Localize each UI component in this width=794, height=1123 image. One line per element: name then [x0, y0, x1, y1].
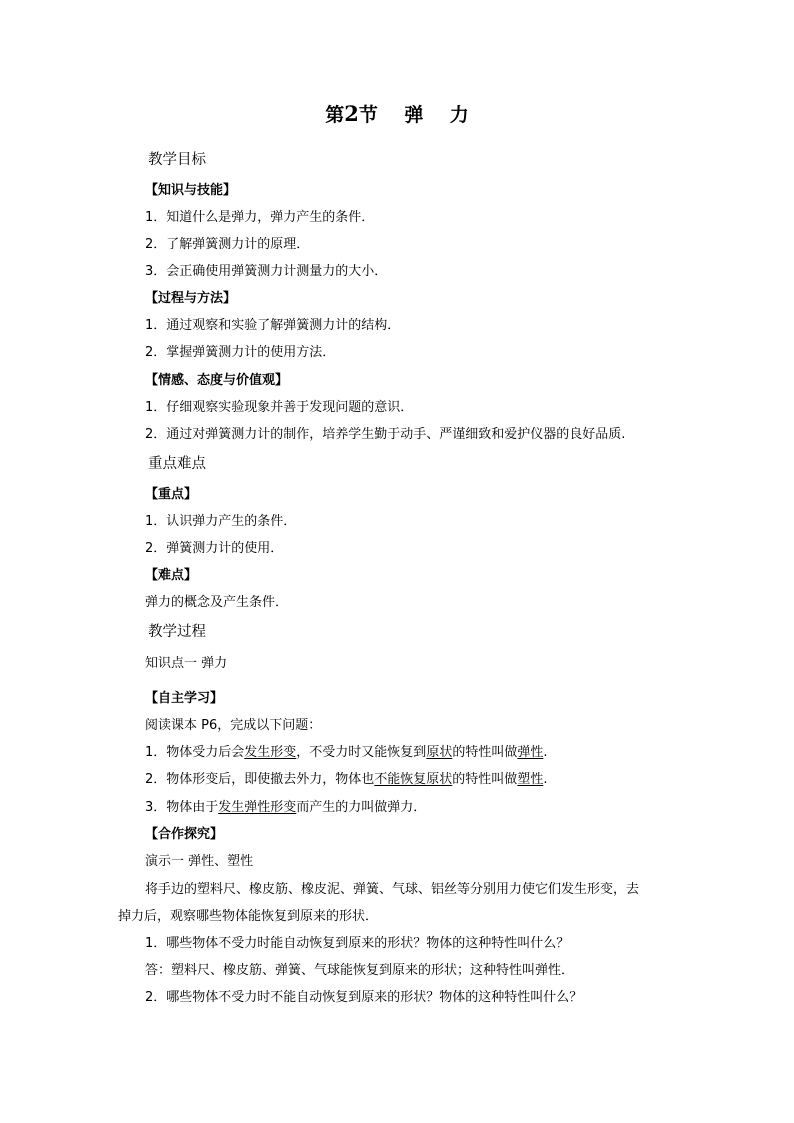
- text-segment: 2．物体形变后，即使撤去外力，物体也: [145, 772, 375, 787]
- paragraph-line: 掉力后，观察哪些物体能恢复到原来的形状．: [118, 909, 379, 924]
- text-segment: .: [543, 772, 548, 787]
- subheading-self-study: 【自主学习】: [145, 691, 224, 706]
- subheading-difficulty: 【难点】: [145, 568, 198, 583]
- subheading-cooperative-inquiry: 【合作探究】: [145, 827, 224, 842]
- answer-blank: 弹性: [517, 745, 544, 760]
- answer-blank: 原状: [426, 745, 453, 760]
- text-segment: 1．物体受力后会: [145, 745, 245, 760]
- discussion-question: 1．哪些物体不受力时能自动恢复到原来的形状？物体的这种特性叫什么？: [145, 936, 570, 951]
- objective-item: 1．仔细观察实验现象并善于发现问题的意识．: [145, 400, 414, 415]
- subheading-key-point: 【重点】: [145, 487, 198, 502]
- section-heading-process: 教学过程: [148, 624, 206, 640]
- text-segment: 3．物体由于: [145, 800, 219, 815]
- difficulty-item: 弹力的概念及产生条件．: [145, 595, 289, 610]
- paragraph-line: 将手边的塑料尺、橡皮筋、橡皮泥、弹簧、气球、铝丝等分别用力使它们发生形变，去: [145, 882, 640, 897]
- objective-item: 2．掌握弹簧测力计的使用方法．: [145, 345, 336, 360]
- text-segment: 的特性叫做: [452, 745, 518, 760]
- reading-instruction: 阅读课本 P6，完成以下问题：: [145, 718, 322, 733]
- answer-blank: 发生形变: [244, 745, 297, 760]
- subheading-process-methods: 【过程与方法】: [145, 291, 237, 306]
- subheading-attitude-values: 【情感、态度与价值观】: [145, 373, 289, 388]
- section-heading-objectives: 教学目标: [148, 152, 206, 168]
- text-segment: ，不受力时又能恢复到: [296, 745, 427, 760]
- question-plasticity: [145, 772, 547, 788]
- knowledge-point-heading: 知识点一 弹力: [145, 656, 228, 671]
- discussion-question: 2．哪些物体不受力时不能自动恢复到原来的形状？物体的这种特性叫什么？: [145, 990, 583, 1005]
- subheading-knowledge-skills: 【知识与技能】: [145, 183, 237, 198]
- objective-item: 2．通过对弹簧测力计的制作，培养学生勤于动手、严谨细致和爱护仪器的良好品质.: [145, 427, 626, 442]
- objective-item: 3．会正确使用弹簧测力计测量力的大小．: [145, 264, 388, 279]
- demonstration-heading: 演示一 弹性、塑性: [145, 854, 254, 869]
- question-elasticity: [145, 745, 548, 761]
- objective-item: 1．通过观察和实验了解弹簧测力计的结构．: [145, 318, 401, 333]
- key-point-item: 2．弹簧测力计的使用．: [145, 541, 284, 556]
- text-segment: 而产生的力叫做弹力．: [296, 800, 427, 815]
- objective-item: 2．了解弹簧测力计的原理．: [145, 237, 310, 252]
- page-title: [0, 100, 794, 127]
- discussion-answer: 答：塑料尺、橡皮筋、弹簧、气球能恢复到原来的形状；这种特性叫弹性．: [145, 963, 575, 978]
- objective-item: 1．知道什么是弹力，弹力产生的条件．: [145, 210, 375, 225]
- title-prefix: 第: [325, 104, 345, 126]
- text-segment: 的特性叫做: [452, 772, 518, 787]
- key-point-item: 1．认识弹力产生的条件．: [145, 514, 297, 529]
- title-number: 2: [344, 101, 359, 126]
- answer-blank: 发生弹性形变: [218, 800, 297, 815]
- answer-blank: 不能恢复原状: [374, 772, 453, 787]
- answer-blank: 塑性: [517, 772, 544, 787]
- title-suffix: 节 弹 力: [358, 104, 469, 126]
- question-elastic-force: [145, 800, 426, 816]
- section-heading-key-points: 重点难点: [148, 456, 206, 472]
- text-segment: .: [543, 745, 548, 760]
